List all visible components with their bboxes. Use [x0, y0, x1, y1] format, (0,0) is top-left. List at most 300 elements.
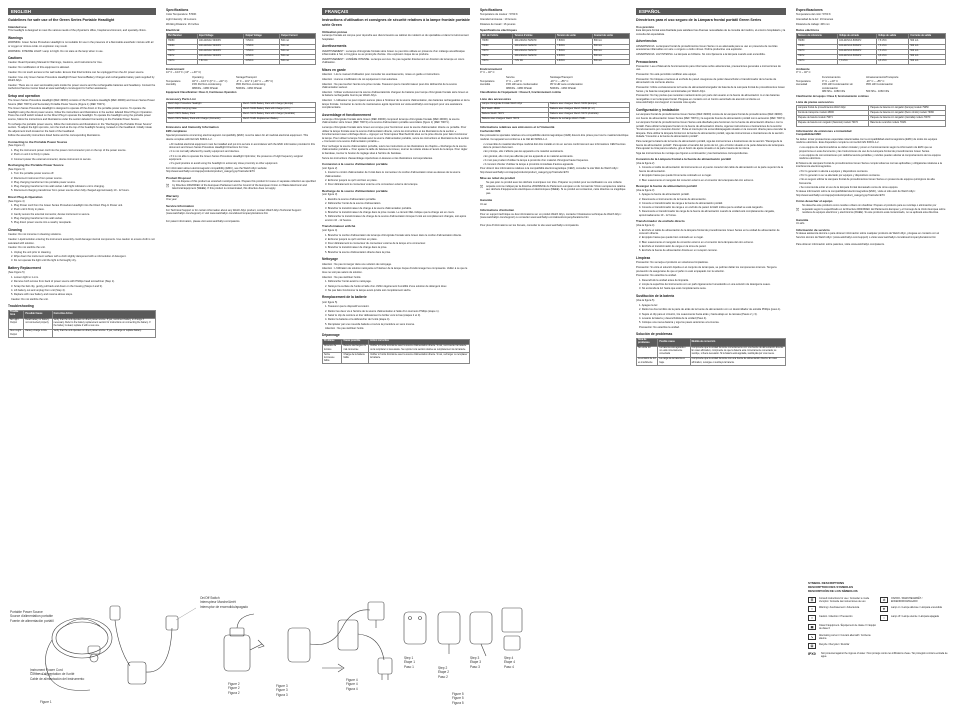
- figure-1-legend-cord: Instrument Power Cord Cordon d'alimentation de l'unité Cable de alimentación del instrumento: [30, 668, 85, 681]
- disposal-heading: Product Disposal: [166, 175, 191, 180]
- table-header: Corrective Action: [52, 310, 155, 318]
- table-cell: Batterie Welch 79071: [481, 112, 549, 117]
- table-cell: 500 mA: [280, 59, 316, 64]
- list-item: 1. S'assurer que le dispositif est éteint.: [325, 305, 370, 309]
- table-header: Output Current: [280, 34, 316, 39]
- symbol-row: [880, 606, 948, 612]
- electrical-table: [796, 33, 946, 65]
- table-cell: Welch 79072 Battery Pack with Charger (Domestic): [167, 117, 242, 122]
- table-cell: 79070: [797, 49, 838, 54]
- table-cell: 500 mA: [592, 39, 629, 44]
- accessory-table: [480, 102, 630, 123]
- figure-1-label: Figure 1: [40, 700, 52, 704]
- table-cell: 500 mA: [592, 49, 629, 54]
- caution-triangle-icon: !: [808, 615, 816, 621]
- list-item: 2. Retirer les deux vis à l'arrière de la source d'alimentation à l'aide d'un tournevis Phillips (étape 1).: [325, 309, 440, 313]
- table-header: Réf. de l'article: [481, 34, 513, 39]
- symbol-text: Lamp on / Lampe allumée / Lámpara encendida: [891, 606, 942, 610]
- connect-steps: [8, 149, 156, 161]
- figure-4-drawing: [330, 610, 410, 690]
- list-item: 5. Brancher la source d'alimentation directe dans la prise.: [325, 250, 391, 254]
- table-header: Part Number: [167, 34, 198, 39]
- table-cell: Batterie avec chargeur Welch 79050 (Europe): [549, 102, 630, 107]
- table-cell: Absence de lumière: [323, 344, 342, 352]
- table-cell: Charge de la batterie faible: [342, 353, 369, 364]
- recharge-steps: [636, 193, 786, 217]
- figure-ref: (See Figure 2): [8, 144, 25, 148]
- list-item: 2. Enfoncer jusqu'à ce qu'il soit bien en place.: [325, 179, 378, 183]
- list-item: 2. Desconecte el instrumento de la fuente de alimentación.: [639, 197, 707, 201]
- table-row: [323, 353, 470, 364]
- list-item: • Se recomienda evitar el uso de la lámpara frontal demasiado cerca de otros equipos.: [799, 186, 899, 190]
- table-cell: Vérifier si l'unité fonctionne avec la source d'alimentation directe. Si oui, reconnecter la batterie ou la remplacer si nécessaire. Se reporter à la section relative au remplacement de la batterie.: [369, 344, 470, 352]
- lamp-off-icon: ○: [880, 615, 888, 621]
- list-item: 2. Nettoyer la surface de l'unité à l'aide d'un chiffon légèrement humidifié d'une solution de détergent doux.: [325, 284, 448, 288]
- accessory-table: [796, 105, 946, 126]
- cleaning-steps: [322, 280, 470, 292]
- table-cell: 100-240VAC 50/60Hz: [513, 49, 555, 54]
- list-item: 5. Disconnect charging transformer from power source when fully charged approximately 10 - 12 hours.: [11, 189, 130, 193]
- env-range: 10° F ~ 104° F (-10° ~ +40° C): [166, 71, 202, 75]
- list-item: 4. Retirer la batterie et la débrancher de l'unité (étape 4).: [325, 318, 391, 322]
- recharge-heading: Recharging the Portable Power Source: [8, 163, 64, 168]
- intended-use-heading: Intended use: [8, 24, 27, 29]
- list-item: 2. Débrancher l'unité de la source d'alimentation.: [325, 202, 382, 206]
- table-cell: La batería está agotada o no está correctamente conectada: [658, 346, 690, 357]
- connect-steps: [636, 166, 786, 182]
- step-1-label: Step 1 Étape 1 Paso 1: [404, 656, 415, 669]
- table-header: Input Voltage: [197, 34, 243, 39]
- emc-items: [796, 170, 946, 190]
- table-cell: Compruebe que la unidad funcione correctamente con una fuente de alimentación directa. En caso afirmativo, compruebe de que la batería esté correctamente conectada; sé sustitye, si fuera necesario. Si la batería está agotada, sustitúyala por una nueva.: [690, 346, 785, 357]
- list-item: • Il n'est pas prudent d'utiliser la lampe à proximité d'un matériel chirurgical haute fréquence.: [483, 158, 589, 162]
- list-item: 1. Débrancher l'unité avant le nettoyage.: [325, 280, 372, 284]
- table-cell: 500 mA: [592, 59, 629, 64]
- table-cell: 500 mA: [909, 39, 946, 44]
- symbol-text: Warning / Avertissement / Advertencia: [819, 606, 860, 610]
- table-header: Tension de sortie: [555, 34, 592, 39]
- cleaning-text: Caution: Do not sterilize the unit.: [8, 246, 46, 250]
- figure-4-label: Figure 4 Figure 4 Figura 4: [346, 678, 358, 691]
- list-item: 1. Plug the instrument power cord into the power cord connector port on the top of the power source.: [11, 148, 127, 152]
- symbol-text: Caution / Attention / Precaución: [819, 615, 853, 619]
- figure-2-drawing: [214, 610, 274, 690]
- list-item: 3. Bien suavemente el manguito del conector externo en el conector de la lampara del otro extremo.: [639, 178, 754, 182]
- table-cell: 7,8 VCC: [838, 59, 877, 64]
- list-item: 4. Brancher le transformateur de charge dans la prise murale. Le témoin DEL indique que la charge est en cours.: [325, 211, 455, 214]
- list-item: 3. Gently secure the external connector, devise instrument to secure.: [11, 212, 91, 216]
- warranty-text: One year: [166, 198, 177, 202]
- symbol-row: [808, 606, 876, 612]
- table-cell: 79072: [797, 54, 838, 59]
- table-cell: 79050: [797, 39, 838, 44]
- list-item: 3. Saisir le clip de ceinture et tirer délicatement le boîtier vers le bas (étapes 2 et 3).: [325, 314, 421, 318]
- weee-bin-icon: [166, 180, 169, 191]
- figure-ref: (See Figure 3): [8, 167, 25, 171]
- table-row: [637, 357, 786, 365]
- table-header: Problème: [323, 339, 342, 344]
- table-header: Possible Cause: [24, 310, 52, 318]
- step-2-label: Step 2 Étape 2 Paso 2: [438, 666, 449, 679]
- table-cell: 500 mA: [592, 54, 629, 59]
- list-item: 1. Apague la fuente de alimentación portátil.: [639, 193, 690, 197]
- disposal-text: Do not dispose of this product as unsorted municipal waste. Prepare this product for reuse or separate collection as specified by Directive 2002/96/EC of the European Parliament and the Council of the European Union on Waste Electronic and Electrical Equipment (WEEE). If this product is contaminated, this directive does not apply.: [172, 180, 316, 191]
- list-item: 3. Conecte el transformador de carga a la fuente de alimentación portátil.: [639, 201, 723, 205]
- table-cell: 7.8V DC: [513, 59, 555, 64]
- symbol-grid: [808, 594, 948, 649]
- list-item: 1. Turn the portable power source off.: [11, 172, 55, 176]
- symbol-text: Lamp off / Lampe éteinte / Lámpara apagada: [891, 615, 939, 619]
- table-cell: 7.8VDC: [244, 44, 280, 49]
- list-item: 4. Conecte el transformador de carga a un enchufe de pared. El LED indica que la unidad se está cargando.: [639, 206, 764, 210]
- battery-steps: [322, 305, 470, 330]
- connect-steps: [322, 171, 470, 187]
- list-item: 4. Brancher le transformateur de charge dans la prise.: [325, 246, 388, 250]
- table-header: Voltaje de salida: [877, 34, 909, 39]
- table-cell: 7.8V DC: [197, 59, 243, 64]
- table-cell: Welch Allyn Procedure Headlight: [167, 102, 242, 107]
- specs-heading: Specifications: [166, 8, 189, 12]
- table-cell: 100-240VAC 50/60Hz: [513, 39, 555, 44]
- table-cell: 7.8VDC: [555, 39, 592, 44]
- onoff-icon: ⏻: [880, 597, 888, 603]
- caution-text: Caution: Use only Green Series Procedure Headlight Power Source/Battery Charger and rechargeable battery pack supplied by Welch Allyn.: [8, 75, 155, 83]
- caution-text: Caution: Do not touch access to the wall outlet. Ensure that this/combine can be unplugged from the AC power source.: [8, 70, 145, 74]
- list-item: 3. Plug charging transformer into portable power source.: [11, 180, 76, 184]
- symbol-row: [808, 597, 876, 603]
- table-cell: No emite luz: [637, 346, 658, 357]
- cleaning-steps: [636, 279, 786, 291]
- list-item: • En principe, elle n'affecte pas les appareils et le matériel avoisinants.: [483, 150, 564, 154]
- table-cell: Welch 79181 Replacement Battery: [241, 117, 315, 122]
- environment-grid: Operating Storage/Transport Temperature 32° F ~ 104° F (0° C ~ +40° C) -4° F ~ 131° F (-20° C ~ +55° C) Humidity 15% RH Non-condensing 95% RH Non-condensing 980hPa - 1080 hPa/alt 500hPa - 1060 hPa/alt: [166, 76, 274, 90]
- table-cell: 500 mA: [909, 49, 946, 54]
- environment-heading: Environment: [166, 66, 185, 71]
- weee-bin-icon: [796, 204, 799, 215]
- table-cell: Lampe chirurgicale frontale Welch Allyn: [481, 102, 549, 107]
- setup-text: The Green Series Procedure Headlight (REF 49000) consists of the Procedure Headlight (REF 49000) and Green Series Power Source (REF 79074) and Secondary Portable Power Source (Figure 1) (REF 79071).: [8, 99, 155, 106]
- table-cell: 4.8VDC: [555, 59, 592, 64]
- caution-text: Caution: There are no user serviceable parts inside the power source and the rechargeable batteries and headlamp. Contact the Authorized Service Center listed at www.welchallyn.com/support for further assistance.: [8, 83, 156, 91]
- list-item: 3. Ne pas faire fonctionner la lampe avant qu'elle soit complètement sèche.: [325, 288, 412, 292]
- list-item: 1. Insérer le cordon d'alimentation de l'unité dans le connecteur du cordon d'alimentation situé au-dessus de la source d'alimentation.: [325, 171, 461, 178]
- ipx-text: Not protected against the ingress of water / Non protégé contre les infiltrations d'eau / No protegido contra la entrada de agua: [821, 652, 948, 659]
- table-cell: 500 mA: [280, 39, 316, 44]
- table-cell: 7.8VDC: [555, 49, 592, 54]
- symbol-list-right: [880, 594, 948, 649]
- list-item: • All medical electrical equipment must be installed and put into service in accordance with the EMC information provided in this document and Green Series Procedure Headlight Directions For Use.: [169, 142, 315, 149]
- table-cell: 500 mA: [280, 49, 316, 54]
- symbol-row: [880, 597, 948, 603]
- battery-steps: [8, 276, 156, 301]
- troubleshooting-heading: Troubleshooting: [8, 304, 34, 309]
- list-item: • Il convient d'éviter d'utiliser la lampe à proximité immédiate d'autres appareils.: [483, 163, 574, 167]
- troubleshooting-table: [8, 310, 156, 339]
- list-item: Caution: Do not sterilize the unit.: [11, 297, 49, 301]
- table-cell: 500 mA: [909, 44, 946, 49]
- table-cell: 4.8VDC: [244, 54, 280, 59]
- table-header: Área de problemas: [637, 338, 658, 346]
- list-item: 3. No encienda la luz hasta que esté completamente seca.: [639, 287, 707, 291]
- environment-grid: Funcionamiento Almacenamiento/Transporte Temperatura 0° C ~ +40° C -20° C ~ +55° C Humedad 15% HR Condensación sin condensación 95% HR Condensación 980 hPa - 1080 hPa 500 hPa - 1060 hPa: [796, 76, 899, 94]
- symbol-list-left: [808, 594, 876, 649]
- book-icon: ☰: [808, 597, 816, 603]
- list-item: 1. Desenchufe la unidad antes de limpiarla.: [639, 278, 689, 282]
- emc-items: [166, 143, 316, 166]
- double-square-icon: ▣: [808, 624, 816, 630]
- table-row: [9, 318, 156, 329]
- table-header: Cause possible: [342, 339, 369, 344]
- emc-heading: Emissions and Immunity Information: [166, 125, 219, 130]
- list-item: • Los equipos de electromedicina se deben instalar y poner en funcionamiento según la información de EMC que se proporciona en este documento y las Instrucciones de uso de la Lámpara frontal de procedimientos Green Series.: [799, 146, 933, 153]
- spec-line: Color Temperature: 5700K: [166, 13, 197, 17]
- list-item: 1. Eteindre la source d'alimentation portable.: [325, 198, 377, 202]
- table-header: Corriente de salida: [909, 34, 946, 39]
- disposal-block: [166, 180, 316, 192]
- table-cell: 79070: [167, 49, 198, 54]
- list-item: 3. Brancher le transformateur de charge à la source d'alimentation portable.: [325, 206, 412, 210]
- table-cell: La emisión de luz es insuficiente: [637, 357, 658, 365]
- list-item: 5. Débrancher le transformateur de charge de la source d'alimentation lorsque l'unité est complètement chargée, soit après environ 10 - 12 heures.: [325, 215, 467, 222]
- table-cell: Paquete de batería con cargador (Europa) modelo 79050: [869, 106, 946, 111]
- warning-triangle-icon: !: [808, 606, 816, 612]
- table-cell: Verify that the unit operates on direct power source. If yes, reconnect battery or change if necessary. Refer to the battery replacement section for instructions on connecting the battery. If the battery is dead, replace it with a new one.: [52, 318, 155, 329]
- table-cell: Paquete de batería con cargador (Nacional) modelo 79072: [797, 121, 869, 126]
- table-cell: 79074: [481, 59, 513, 64]
- table-header: Action corrective: [369, 339, 470, 344]
- table-cell: 79072: [481, 54, 513, 59]
- emc-text: For information about electromagnetic compatibility (EMC), see the Welch Allyn website: http://www.welchallyn.com/apps/products/product_category.jsp?catcode=ETC: [166, 166, 268, 174]
- spanish-column: ESPAÑOL Directrices para el uso seguro de la Lámpara frontal portátil Green Series Uso previsto Esta lámpara frontal está diseñada para satisfacer las diversas necesidades de la consulta del médico, el entorno hospitalario y la consulta del especialista. Advertencias ADVERTENCIA: La lámpara frontal de procedimientos Green Series no es adecuada para su uso en presencia de mezclas anestésicas inflamables con aire u oxígeno u óxido nitroso. Podría producirse una explosión. ADVERTENCIA: LUZ INTENSA. La lámpara es brillante. No mire fijamente a la lámpara cuando esté encendida. Precauciones Precaución: Lea el Manual de funcionamiento para informarse sobre advertencias, precauciones generales e instrucciones de uso. Precaución: No está permitido modificar este equipo. Precaución: No bloquee el acceso al enchufe de pared. Asegúrese de poder desenchufar el transformador de la fuente de alimentación de corriente alterna. Precaución: Utilice exclusivamente la Fuente de alimentación/cargador de batería de la Lámpara frontal de procedimientos Green Series y la batería recargable suministradas por Welch Allyn. Precaución: No hay piezas que necesiten mantenimiento por parte del usuario en la fuente de alimentación ni en las baterías recargables ni en la lámpara frontal. Póngase en contacto con el Centro autorizado de atención al cliente en www.welchallyn.com/support si necesita más ayuda. Configuración y instalación La Lámpara frontal de procedimientos Green Series (REF 49000) consta de la Lámpara frontal de procedimientos (REF 49000) con fuente de alimentación Green Series (REF 79074) y la segunda Fuente de alimentación portátil como accesorio (REF 79071). La Lámpara frontal de procedimientos Green Series está diseñada para funcionar con la fuente de alimentación directa o con la portátil. Para utilizar la lámpara frontal con la fuente de alimentación directa, siga las instrucciones e ilustraciones de la sección "Funcionamiento por conexión directa". Pulse el interruptor de encendido/apagado situado en la conexión directa para encender la lámpara. Para utilizar la lámpara frontal con la fuente de alimentación portátil, siga las instrucciones e ilustraciones de la sección titulada "Conexión a la fuente de alimentación portátil". Para recargar la batería de la fuente de alimentación portátil, siga las instrucciones e ilustraciones de la sección "Recarga de la fuente de alimentación portátil". Para ajustar el tamaño del punto de luz, gire el botón situado en la parte delantera de la lámpara. Para ajustar la cinta para la cabeza, gire el botón de ajuste situado en la parte trasera de la misma. Siga las instrucciones de montaje que figuran a continuación y las ilustraciones correspondientes. Conexión de la Lámpara frontal a la fuente de alimentación portátil (Vea la figura 2) 1. Conecte el cable de alimentación del instrumento en el puerto conector del cable de alimentación en la parte superior de la fuente de alimentación. 2. Empújelo hasta que quede firmemente colocado en su lugar. 3. Bien suavemente el manguito del conector externo en el conector de la lampara del otro extremo. Recargar la fuente de alimentación portátil (Vea la figura 3) 1. Apague la fuente de alimentación portátil. 2. Desconecte el instrumento de la fuente de alimentación. 3. Conecte el transformador de carga a la fuente de alimentación portátil. 4. Conecte el transformador de carga a un enchufe de pared. El LED indica que la unidad se está cargando. 5. Desconecte el transformador de carga de la fuente de alimentación cuando la unidad esté completamente cargada, aproximadamente 10 - 12 horas. Transformador de enchufe directo (Vea la figura 4) 1. Enchufe el cable de alimentación de la lámpara frontal de procedimientos Green Series en la unidad de alimentación de conexión directa. 2. Empújelo hasta que quede bien colocado en su lugar. 3. Bien suavemente el manguito de conexión externo en el conector de la lámpara del otro extremo. 4. Enchufe el transformador de carga en la toma de pared. 5. Enchufe la fuente de alimentación directa en un receptor cercano. Limpieza Precaución: No sumerja el producto en soluciones limpiadoras. Precaución: Si entra el solución líquida en el conjunto de la lámpara, se podrían dañar los componentes internos. Tenga la precaución de asegurarse de que el paño no esté empapado con la solución. Precaución: No esterilice la unidad. 1. Desenchufe la unidad antes de limpiarla. 2. Limpie la superficie del instrumento con un paño ligeramente humedecido en una solución de detergente suave. 3. No encienda la luz hasta que esté completamente seca. Sustitución de la batería (Vea la figura 5) 1. Apague la luz. 2. Retire los dos tornillos de la parte de atrás de la fuente de alimentación con un destornillador de estrella Phillips (paso 1). 3. Sujete el clip para el cinturón, tire suavemente hacia atrás y hacia abajo en la carcasa (Pasos 2 y 3). 4. Levante la batería y desenchúfela de la unidad (Paso 4). 5. Coloque una nueva batería y siga los pasos anteriores a la inversa. Precaución: No esterilice la unidad. Solución de problemas Área de problemas Posible causa Medida de corrección No emite luz La batería está agotada o no está correctamente conectada Compruebe que la unidad funcione correctamente con una fuente de alimentación directa. En caso afirmativo, compruebe de que la batería esté correctamente conectada; sé sustitye, si fuera necesario. Si la batería está agotada, sustitúyala por una nueva. La emisión de luz es insuficiente La carga de la batería es baja. Compruebe que la unidad funcione con una fuente de alimentación directa. En caso afirmativo, recargue o sustituya la batería.: [636, 8, 786, 568]
- list-item: • It is not normally affected by nearby equipment and devices.: [169, 150, 240, 154]
- table-cell: Paquete de batería modelo 79071: [797, 116, 869, 121]
- service-heading: Service Information: [166, 203, 195, 208]
- table-cell: 500 mA: [909, 59, 946, 64]
- table-cell: 500 mA: [280, 54, 316, 59]
- electrical-table: [166, 33, 316, 65]
- list-item: Precaución: No esterilice la unidad.: [639, 325, 680, 329]
- symbol-text: Class II Equipment / Équipement de classe II / Equipo de clase II: [819, 624, 877, 631]
- disposal-block: Ne pas jeter ce produit avec les déchets municipaux non triés. Préparer ce produit pour sa réutilisation ou une collecte séparée comme indiqué par la directive 2002/96/CE du Parlement européen et du Conseil de l'Union européenne relative aux déchets d'équipements électriques et électroniques (DEEE). Si ce produit est contaminé, cette directive ne s'applique pas.: [480, 181, 630, 196]
- warranty-heading: Warranty: [166, 193, 179, 198]
- direct-steps: [8, 204, 156, 225]
- list-item: 5. Plug direct power source into a nearby receptacle.: [11, 221, 72, 225]
- list-item: 4. Plug charging transformer into wall socket. LED light indicators unit is charging.: [11, 185, 105, 189]
- lamp-on-icon: ☀: [880, 606, 888, 612]
- list-item: 2. Enfoncer jusqu'à ce qu'il soit bien en place.: [325, 237, 378, 241]
- table-cell: Welch 79070 Battery Pack with Charger (Australia): [241, 112, 315, 117]
- table-cell: 7.8VDC: [244, 49, 280, 54]
- list-item: 1. Apague la luz.: [639, 304, 659, 308]
- figure-ref: (See Figure 4): [8, 199, 25, 203]
- table-cell: Compruebe que la unidad funcione con una fuente de alimentación directa. En caso afirmativo, recargue o sustituya la batería.: [690, 357, 785, 365]
- table-cell: Paquete de batería con cargador (Australia) modelo 79070: [869, 116, 946, 121]
- figure-1-headlight-drawing: [20, 588, 220, 698]
- english-specs-column: [166, 8, 316, 568]
- direct-steps: [636, 229, 786, 253]
- intended-use-text: This headlight is designed to meet the various needs of the physician's office, hospital environment, and specialty clinics.: [8, 29, 147, 33]
- table-row: [9, 329, 156, 337]
- table-cell: 500 mA: [280, 44, 316, 49]
- symbol-descriptions: SYMBOL DESCRIPTIONS DESCRIPTION DES SYMBOLES DESCRIPCIÓN DE LOS SÍMBOLOS ☰ Consult instructions for use / Consulter le mode d'emploi / Consulte las instrucciones de uso ! Warning / Avertissement / Advertencia ! Caution / Attention / Precaución ▣ Class II Equipment / Équipement de classe II / Equipo de clase II ∿ Alternating current / Courant alternatif / Corriente alterna ☒ Recycle / Recycler / Reciclar ⏻ ON/OFF / MARCHE/ARRÊT / ENCENDIDO/APAGADO ☀ Lamp on / Lampe allumée / Lámpara encendida ○ Lamp off / Lampe éteinte / Lámpara apagada IPX0 Not protected against the ingress of water / Non protégé contre les infiltrations d'eau / No protegido contra la entrada de agua: [808, 581, 948, 659]
- list-item: • It's good practice to avoid using the headlight in extremely close proximity to other equipment.: [169, 162, 279, 166]
- table-cell: 7.8VDC: [244, 39, 280, 44]
- list-item: • No es seguro utilizar la Lámpara frontal de procedimientos Green Series en presencia de equipos quirúrgicos de alta frecuencia.: [799, 178, 935, 185]
- table-cell: 7,8 VCC: [877, 44, 909, 49]
- list-item: • Por lo general no afecta a equipos y dispositivos cercanos.: [799, 169, 869, 173]
- table-cell: Verify that the unit operates on direct power source. If yes, recharge or replace battery.: [52, 329, 155, 337]
- list-item: 5. Enchufe la fuente de alimentación directa en un receptor cercano.: [639, 249, 718, 253]
- french-column: FRANÇAIS Instructions d'utilisation et consignes de sécurité relatives à la lampe frontale portable série Green Utilisation prévue La lampe frontale est conçue pour répondre aux divers besoins au cabinet du médecin et du spécialiste et dans l'environnement hospitalier. Avertissements AVERTISSEMENT : La lampe chirurgicale frontale série Green ne peut être utilisée en présence d'un mélange anesthésique inflammable à l'air, à l'oxygène ou au protoxyde d'azote. Une explosion risque de se produire. AVERTISSEMENT : LUMIÈRE INTENSE. La lampe est vive. Ne pas regarder directement en direction de la lampe en cours d'utilisation. Mises en garde Attention : Lire le manuel d'utilisation pour consulter les avertissements, mises en garde et instructions. Attention : Aucune modification de cet équipement n'est autorisée. Attention : Ne pas toucher l'accès à la prise murale. S'assurer que le transformateur peut être débranché de la source d'alimentation secteur. Attention : Utiliser exclusivement la source d'alimentation/le chargeur de batterie pour lampe chirurgicale frontale série Green et la batterie rechargeable fournis par Welch Allyn. Attention : L'utilisateur ne peut réparer aucune pièce à l'intérieur de la source d'alimentation, des batteries rechargeables et de la lampe frontale. Contacter le centre de maintenance agréé répertorié sur www.welchallyn.com/support pour une assistance complémentaire. Assemblage et fonctionnement La lampe chirurgicale frontale série Green (REF 49000) comprend la lampe chirurgicale frontale (REF 49000), la source d'alimentation série Green (REF 79074) et la source d'alimentation portable secondaire (figure 1) (REF 79071). La lampe chirurgicale frontale série Green est conçue pour fonctionner avec la source d'alimentation directe ou portable. Pour utiliser la lampe frontale avec la source d'alimentation directe, suivre les instructions et les illustrations de la section « Fonctionnement avec enfichage direct ». Appuyer sur l'interrupteur Marche/Arrêt situé sur la prise directe pour faire fonctionner la lampe. Pour utiliser la lampe frontale avec la source d'alimentation portable, suivre les instructions et illustrations de la section « Connexion à la source d'alimentation portable ». Pour recharger la source d'alimentation portable, suivre les instructions et les illustrations du chapitre « Recharge de la source d'alimentation portable ». Pour ajuster la taille du faisceau lumineux, tourner la molette située à l'avant de la lampe. Pour régler le bandeau, tourner le bouton de réglage situé à l'arrière du bandeau. Suivre les instructions d'assemblage répertoriées ci-dessous et les illustrations correspondantes. Connexion à la source d'alimentation portable (voir figure 2) 1. Insérer le cordon d'alimentation de l'unité dans le connecteur du cordon d'alimentation situé au-dessus de la source d'alimentation. 2. Enfoncer jusqu'à ce qu'il soit bien en place. 3. Fixer délicatement le connecteur externe et le connecteur externe de la lampe. Recharge de la source d'alimentation portable (voir figure 3) 1. Eteindre la source d'alimentation portable. 2. Débrancher l'unité de la source d'alimentation. 3. Brancher le transformateur de charge à la source d'alimentation portable. 4. Brancher le transformateur de charge dans la prise murale. Le témoin DEL indique que la charge est en cours. 5. Débrancher le transformateur de charge de la source d'alimentation lorsque l'unité est complètement chargée, soit après environ 10 - 12 heures. Transformateur enfiché (voir figure 4) 1. Brancher le cordon d'alimentation de la lampe chirurgicale frontale série Green dans le cordon d'alimentation directe. 2. Enfoncer jusqu'à ce qu'il soit bien en place. 3. Fixer délicatement le connecteur du connecteur externe de la lampe et le connecteur. 4. Brancher le transformateur de charge dans la prise. 5. Brancher la source d'alimentation directe dans la prise. Nettoyage Attention : Ne pas immerger dans une solution de nettoyage. Attention : L'infiltration de solution nettoyante à l'intérieur de la lampe risque d'endommager les composants. Veiller à ce que le tissu ne soit pas saturé de solution. Attention : Ne pas stériliser l'unité. 1. Débrancher l'unité avant le nettoyage. 2. Nettoyer la surface de l'unité à l'aide d'un chiffon légèrement humidifié d'une solution de détergent doux. 3. Ne pas faire fonctionner la lampe avant qu'elle soit complètement sèche. Remplacement de la batterie (voir figure 5) 1. S'assurer que le dispositif est éteint. 2. Retirer les deux vis à l'arrière de la source d'alimentation à l'aide d'un tournevis Phillips (étape 1). 3. Saisir le clip de ceinture et tirer délicatement le boîtier vers le bas (étapes 2 et 3). 4. Retirer la batterie et la débrancher de l'unité (étape 4). 5. Remplacer par une nouvelle batterie et suivre la procédure en sens inverse. Attention : Ne pas stériliser l'unité. Dépannage Problème Cause possible Action corrective Absence de lumière Batterie déchargée ou mal connectée Vérifier si l'unité fonctionne avec la source d'alimentation directe. Si oui, reconnecter la batterie ou la remplacer si nécessaire. Se reporter à la section relative au remplacement de la batterie. Sortie lumineuse faible Charge de la batterie faible Vérifier si l'unité fonctionne avec la source d'alimentation directe. Si oui, recharger ou remplacer la batterie.: [322, 8, 470, 568]
- table-cell: 100-240VAC 50/60Hz: [197, 54, 243, 59]
- table-cell: 100-240VAC 50/60Hz: [197, 39, 243, 44]
- table-cell: Funda de transporte modelo 48000: [797, 111, 869, 116]
- table-header: Trouble Area: [9, 310, 24, 318]
- figure-5-label: Figure 5 Figure 5 Figura 5: [452, 692, 464, 705]
- figure-3-label: Figure 3 Figure 3 Figura 3: [276, 684, 288, 697]
- symbol-row: [808, 643, 876, 649]
- list-item: 1. Enchufe el cable de alimentación de la lámpara frontal de procedimientos Green Series en la unidad de alimentación de conexión directa.: [639, 228, 780, 236]
- table-cell: Dead battery or battery not connected properly: [24, 318, 52, 329]
- cleaning-text: Caution: Do not immerse in cleaning solutions.: [8, 233, 62, 237]
- weee-bin-icon: ☒: [808, 643, 816, 649]
- table-row: [481, 59, 630, 64]
- list-item: 1. Conecte el cable de alimentación del instrumento en el puerto conector del cable de alimentación en la parte superior de la fuente de alimentación.: [639, 166, 784, 173]
- symbol-row: [808, 615, 876, 621]
- table-cell: Sortie lumineuse faible: [323, 353, 342, 364]
- list-item: 1. Unplug the unit prior to cleaning.: [11, 250, 52, 254]
- spanish-band: ESPAÑOL: [636, 8, 786, 15]
- table-cell: 500 mA: [592, 44, 629, 49]
- table-cell: 4,8 VCC: [877, 54, 909, 59]
- list-item: 2. Empújelo hasta que quede bien colocado en su lugar.: [639, 236, 704, 240]
- list-item: • L'ensemble du matériel électrique médical doit être installé et mis en service conformément aux informations CEM fournies dans le présent document.: [483, 142, 626, 149]
- table-row: [481, 117, 630, 122]
- table-header: Tension d'entrée: [513, 34, 555, 39]
- electrical-table: [480, 33, 630, 65]
- list-item: 3. Fixer délicatement le connecteur du connecteur externe de la lampe et le connecteur.: [325, 242, 426, 246]
- service-text: For Technical Support or for certain information about any Welch Allyn product, contact Welch Allyn Technical Support: (www.welchallyn.com/support) or visit www.welchallyn.com/about/company/locations.htm: [166, 208, 302, 216]
- electrical-heading: Electrical: [166, 28, 180, 33]
- list-item: 5. Remplacer par une nouvelle batterie et suivre la procédure en sens inverse.: [325, 322, 415, 326]
- english-column: [8, 8, 156, 568]
- direct-steps: [322, 234, 470, 255]
- table-cell: 7,8 VCC: [877, 49, 909, 54]
- symbol-row: [880, 615, 948, 621]
- list-item: • Por lo general no se ve afectado por equipos y dispositivos cercanos.: [799, 174, 881, 178]
- patents-text: For patent information, please visit www.welchallyn.com/patents.: [166, 219, 241, 223]
- table-row: [167, 117, 316, 122]
- recharge-steps: [322, 198, 470, 222]
- emc-subheading: EMC compliance: [166, 129, 187, 133]
- battery-steps: [636, 304, 786, 329]
- step-4-label: Step 4 Étape 4 Paso 4: [504, 656, 515, 669]
- table-cell: 100-240VCA 50/60Hz: [838, 49, 877, 54]
- symbol-text: Recycle / Recycler / Reciclar: [819, 643, 850, 647]
- weee-bin-icon: [480, 181, 483, 192]
- table-cell: 500 mA: [909, 54, 946, 59]
- direct-heading: Direct Plug-In Operation: [8, 194, 43, 199]
- list-item: 4. Plug charging transformer into wall socket.: [11, 217, 63, 221]
- table-cell: Batterie déchargée ou mal connectée: [342, 344, 369, 352]
- list-item: 5. Replace with new battery and reverse above steps.: [11, 293, 73, 297]
- english-band: ENGLISH: [8, 8, 156, 15]
- table-cell: 79060: [481, 44, 513, 49]
- french-title: Instructions d'utilisation et consignes de sécurité relatives à la lampe frontale portable série Green: [322, 18, 470, 27]
- table-cell: Battery charge is low.: [24, 329, 52, 337]
- spanish-specs-column: Especificaciones Temperatura del color: 5700 K Intensidad de la luz: 19 lúmenes Distancia de trabajo: 406 mm Datos eléctricos Número de referencia Voltaje de entrada Voltaje de salida Corriente de salida 79050 100-240VCA 50/60Hz 7,8 VCC 500 mA 79060 100-240VCA 50/60Hz 7,8 VCC 500 mA 79070 100-240VCA 50/60Hz 7,8 VCC 500 mA 79072 100-240VCA 50/60Hz 4,8 VCC 500 mA 79074 7,8 VCC 4,8 VCC 500 mA Ambiente 0° C ~ 40° C Funcionamiento Almacenamiento/Transporte Temperatura 0° C ~ +40° C -20° C ~ +55° C Humedad 15% HR Condensación sin condensación 95% HR Condensación 980 hPa - 1080 hPa 500 hPa - 1060 hPa Clasificación del equipo: Clase II, funcionamiento continuo Lista de piezas accesorios Lámpara frontal de procedimientos Welch Allyn Paquete de batería con cargador (Europa) modelo 79050 Funda de transporte modelo 48000 Paquete de batería con cargador (Reino Unido) modelo 79060 Paquete de batería modelo 79071 Paquete de batería con cargador (Australia) modelo 79070 Paquete de batería con cargador (Nacional) modelo 79072 Batería de recambio modelo 79181 Información de emisiones e inmunidad Compatibilidad EMC Se deben tomar precauciones especiales relacionadas con la compatibilidad electromagnética (EMC) de todos los equipos médicos eléctricos. Este dispositivo cumple la norma IEC EN 60601-1-2. • Los equipos de electromedicina se deben instalar y poner en funcionamiento según la información de EMC que se proporciona en este documento y las Instrucciones de uso de la Lámpara frontal de procedimientos Green Series. • Los equipos de comunicaciones por radiofrecuencia portátiles y móviles pueden afectar al comportamiento de los equipos médicos eléctricos. El Sistema de Lámpara frontal de procedimientos Green Series cumple todas las normas aplicables y obligatorias relativas a la interferencia electromagnética. • Por lo general no afecta a equipos y dispositivos cercanos. • Por lo general no se ve afectado por equipos y dispositivos cercanos. • No es seguro utilizar la Lámpara frontal de procedimientos Green Series en presencia de equipos quirúrgicos de alta frecuencia. • Se recomienda evitar el uso de la lámpara frontal demasiado cerca de otros equipos. Si desea información sobre la compatibilidad electromagnética (EMC), visite el sitio web de Welch Allyn: http://www.welchallyn.com/apps/products/product_category.jsp?catcode=ETC Cómo desechar el equipo No deseche este producto como residuo urbano sin clasificar. Prepare el producto para su reciclaje o eliminación por separado según lo especificado en la Directiva 2002/96/EC del Parlamento Europeo y el Consejo de la Unión Europea sobre residuos de equipos eléctricos y electrónicos (RAEE). Si este producto está contaminado, no se aplicará esta directiva. Garantía Un año Información de servicio Si desea asistencia técnica o para obtener información sobre cualquier producto de Welch Allyn, póngase en contacto con el Servicio técnico de Welch Allyn: (www.welchallyn.com/support) o visite www.welchallyn.com/about/company/locations.htm Para obtener información sobre patentes, visite www.welchallyn.com/patents.: [796, 8, 946, 247]
- emc-items: [796, 146, 946, 161]
- table-cell: 79070: [481, 49, 513, 54]
- table-cell: Welch 79071 Battery Pack: [167, 112, 242, 117]
- classification: Equipment Classification: Class II, Continuous Operation: [166, 91, 237, 95]
- table-cell: Batterie de rechange Welch 79181: [549, 117, 630, 122]
- environment-grid: Service Stockage/Transport Température 0° C ~ +40° C -20° C ~ +55° C Humidité 15% HR sans condensation 95 % HR sans condensation 980hPa - 1080 hPa/alt 500hPa - 1060 hPa/alt: [480, 76, 583, 90]
- table-header: Posible causa: [658, 338, 690, 346]
- french-specs-column: Spécifications Température de couleur : 5700 K Intensité lumineuse : 19 lumens Distance de travail : 16 pouces Spécifications électriques Réf. de l'article Tension d'entrée Tension de sortie Courant de sortie 79050 100-240VAC 50/60Hz 7.8VDC 500 mA 79060 100-240VAC 50/60Hz 7.8VDC 500 mA 79070 100-240VAC 50/60Hz 7.8VDC 500 mA 79072 100-240VAC 50/60Hz 4.8VDC 500 mA 79074 7.8V DC 4.8VDC 500 mA Environnement 0° C ~ 40° C Service Stockage/Transport Température 0° C ~ +40° C -20° C ~ +55° C Humidité 15% HR sans condensation 95 % HR sans condensation 980hPa - 1080 hPa/alt 500hPa - 1060 hPa/alt Classification de l'équipement : Classe II, fonctionnement continu Liste des accessoires Lampe chirurgicale frontale Welch Allyn Batterie avec chargeur Welch 79050 (Europe) Étui Welch 48000 Batterie avec chargeur Welch 79060 (R.-U.) Batterie Welch 79071 Batterie avec chargeur Welch 79070 (Australie) Batterie avec chargeur Welch 79072 Batterie de rechange Welch 79181 Informations relatives aux émissions et à l'immunité Conformité CEM Des précautions spéciales relatives à la compatibilité électromagnétique (CEM) doivent être prises pour tout le matériel électrique médical. Cet appareil est conforme à la CEI EN 60601-1-2. • L'ensemble du matériel électrique médical doit être installé et mis en service conformément aux informations CEM fournies dans le présent document. • En principe, elle n'affecte pas les appareils et le matériel avoisinants. • En général, elle n'est pas affectée par les appareils et le matériel avoisinants. • Il n'est pas prudent d'utiliser la lampe à proximité d'un matériel chirurgical haute fréquence. • Il convient d'éviter d'utiliser la lampe à proximité immédiate d'autres appareils. Pour obtenir des informations relatives à la compatibilité électromagnétique (CEM), consulter le site Web de Welch Allyn : http://www.welchallyn.com/apps/products/product_category.jsp?catcode=ETC Mise au rebut du produit Ne pas jeter ce produit avec les déchets municipaux non triés. Préparer ce produit pour sa réutilisation ou une collecte séparée comme indiqué par la directive 2002/96/CE du Parlement européen et du Conseil de l'Union européenne relative aux déchets d'équipements électriques et électroniques (DEEE). Si ce produit est contaminé, cette directive ne s'applique pas. Garantie Un an Informations d'entretien Pour un support technique ou des informations sur un produit Welch Allyn, contacter l'Assistance technique de Welch Allyn : (www.welchallyn.com/support) ou consulter www.welchallyn.com/about/company/locations.htm Pour plus d'informations sur les brevets, consulter le site www.welchallyn.com/patents.: [480, 8, 629, 227]
- english-title: Guidelines for safe use of the Green Series Portable Headlight: [8, 18, 115, 22]
- table-cell: 4.8VDC: [244, 59, 280, 64]
- troubleshooting-table: [322, 339, 470, 365]
- list-item: 3. Do not operate the light until the light is thoroughly dry.: [11, 259, 77, 263]
- spec-line: Light Intensity: 19 Lumens: [166, 18, 197, 22]
- list-item: 2. Retire los dos tornillos de la parte de atrás de la fuente de alimentación con un destornillador de estrella Phillips (paso 1).: [639, 308, 782, 312]
- table-cell: 79072: [167, 54, 198, 59]
- cleaning-heading: Cleaning: [8, 227, 22, 232]
- list-item: 4. Lift battery out and unplug from unit (Step 4).: [11, 288, 66, 292]
- list-item: 2. Wipe down the instrument surface with a cloth slightly dampened with a mild solution of detergent.: [11, 255, 127, 259]
- setup-text: Follow the assembly instructions listed below and the corresponding illustrations.: [8, 134, 101, 138]
- spec-line: Working Distance: 16 Inches: [166, 22, 199, 26]
- table-cell: Batterie avec chargeur Welch 79060 (R.-U.): [549, 107, 630, 112]
- table-cell: Lámpara frontal de procedimientos Welch Allyn: [797, 106, 869, 111]
- warning-text: WARNING: Green Series Procedure Headlight is not suitable for use in the presence of a flammable anesthetic mixture with air or oxygen or nitrous oxide. An explosion may result.: [8, 41, 154, 48]
- troubleshooting-table: [636, 338, 786, 367]
- symbol-row: [808, 624, 876, 630]
- cleaning-text: Caution: Liquid solution entering the instrument assembly could damage internal components. Use caution to ensure cloth is not saturated with solution.: [8, 238, 155, 245]
- table-row: [797, 59, 946, 64]
- setup-text: To recharge the portable power source, follow the instructions and illustrations in the "Recharging the Portable Power Source" section. To adjust the light spot size, turn the knob at the top of the headlight housing, located on the headband. Initially rotate the adjustment knob located on the back of the headband.: [8, 122, 152, 133]
- caution-text: Caution: Read Operating Manual for Warnings, Cautions, and Instructions for Use.: [8, 61, 103, 65]
- table-cell: Short Light Output: [9, 329, 24, 337]
- cautions-heading: Cautions: [8, 56, 23, 61]
- list-item: 2. Push until it firmly in place.: [11, 208, 45, 212]
- recharge-steps: [8, 172, 156, 193]
- table-header: Courant de sortie: [592, 34, 629, 39]
- list-item: 5. Desconecte el transformador de carga de la fuente de alimentación cuando la unidad esté completamente cargada, aproximadamente 10 - 12 horas.: [639, 210, 775, 217]
- table-cell: Welch 79050 Battery Pack with Charger (Europe): [241, 102, 315, 107]
- table-row: [323, 344, 470, 352]
- table-cell: Batterie avec chargeur Welch 79072: [481, 117, 549, 122]
- ipx-row: [808, 652, 948, 658]
- list-item: 2. Empújelo hasta que quede firmemente colocado en su lugar.: [639, 174, 712, 178]
- list-item: 1. Plug Power cord from the Green Series Procedure Headlight into the Direct Plug-In Power unit.: [11, 204, 123, 208]
- list-item: 3. Sujete el clip para el cinturón, tire suavemente hacia atrás y hacia abajo en la carcasa (Pasos 2 y 3).: [639, 312, 758, 316]
- ipx0-icon: IPX0: [808, 652, 816, 657]
- table-cell: Étui Welch 48000: [481, 107, 549, 112]
- list-item: 2. Limpie la superficie del instrumento con un paño ligeramente humedecido en una solución de detergente suave.: [639, 283, 771, 287]
- spanish-title: Directrices para el uso seguro de la Lámpara frontal portátil Green Series: [636, 18, 762, 22]
- table-row: [797, 121, 946, 126]
- list-item: • If it is not able to operate the Green Series Procedure Headlight Optimizer, the presence of High frequency surgical equipment.: [169, 154, 303, 162]
- table-cell: 79050: [167, 39, 198, 44]
- table-header: Output Voltage: [244, 34, 280, 39]
- symbol-text: Alternating current / Courant alternatif / Corriente alterna: [819, 633, 871, 640]
- table-cell: 4.8VDC: [555, 54, 592, 59]
- table-cell: Batterie avec chargeur Welch 79070 (Australie): [549, 112, 630, 117]
- table-row: [167, 59, 316, 64]
- table-cell: 100-240VCA 50/60Hz: [838, 39, 877, 44]
